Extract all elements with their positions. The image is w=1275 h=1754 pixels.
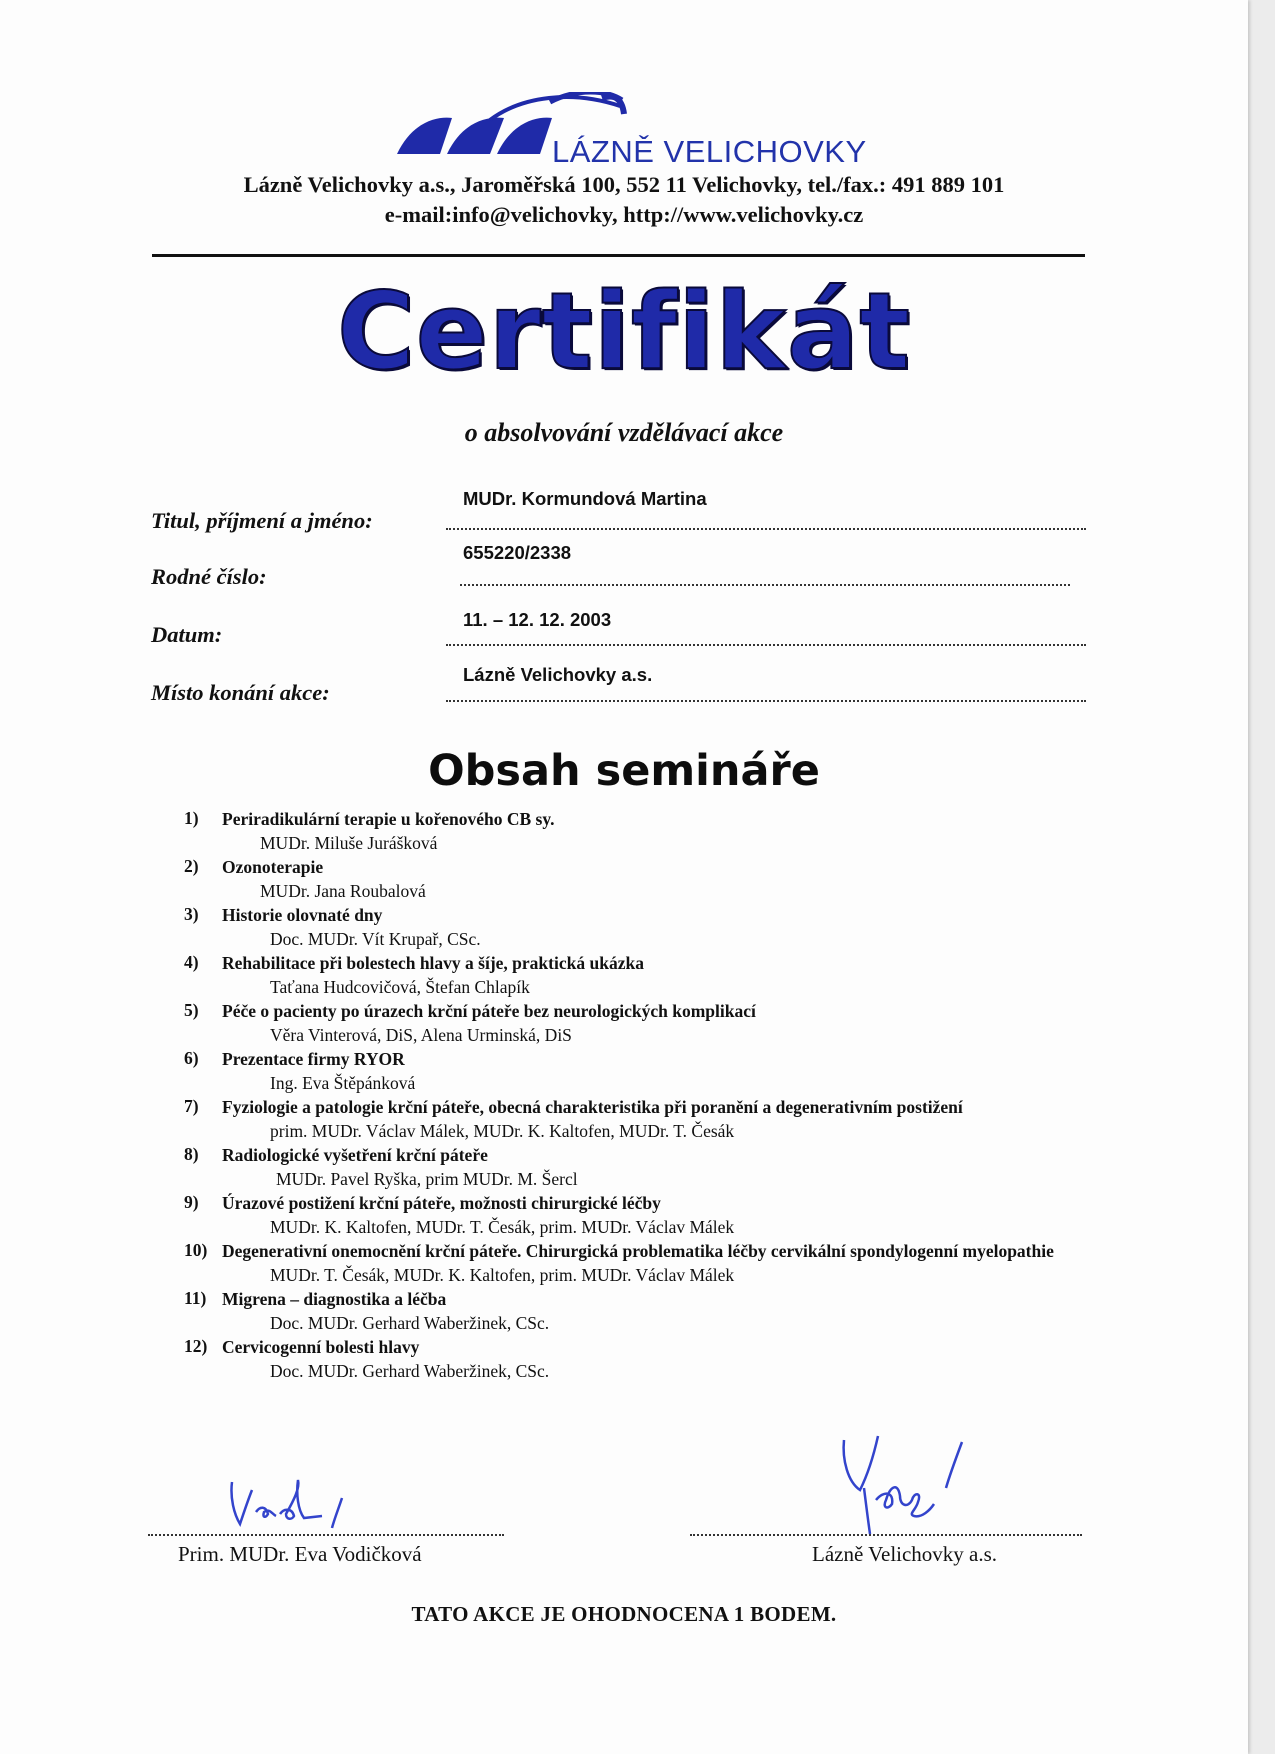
topic-speakers: MUDr. Pavel Ryška, prim MUDr. M. Šercl bbox=[276, 1169, 578, 1189]
topic-speakers: MUDr. T. Česák, MUDr. K. Kaltofen, prim. MUDr. Václav Málek bbox=[270, 1265, 735, 1285]
topic-number: 2) bbox=[184, 856, 199, 876]
seminar-topic-list bbox=[184, 808, 1084, 1384]
topic-title: Periradikulární terapie u kořenového CB sy. bbox=[222, 809, 555, 829]
topic-speakers: MUDr. Jana Roubalová bbox=[260, 881, 426, 901]
topic-title: Fyziologie a patologie krční páteře, obecná charakteristika při poranění a degenerativním postižení bbox=[222, 1097, 963, 1117]
list-item bbox=[184, 1192, 1084, 1240]
topic-speakers: Doc. MUDr. Gerhard Waberžinek, CSc. bbox=[270, 1313, 550, 1333]
lazne-velichovky-logo bbox=[392, 92, 867, 174]
field-date-label: Datum: bbox=[151, 622, 223, 647]
topic-speakers: Doc. MUDr. Gerhard Waberžinek, CSc. bbox=[270, 1361, 550, 1381]
field-venue-value: Lázně Velichovky a.s. bbox=[463, 664, 653, 685]
left-signature-icon bbox=[222, 1470, 362, 1534]
field-name-value: MUDr. Kormundová Martina bbox=[463, 488, 707, 509]
topic-speakers: Taťana Hudcovičová, Štefan Chlapík bbox=[270, 977, 530, 997]
topic-number: 5) bbox=[184, 1000, 199, 1020]
topic-speakers: MUDr. Miluše Jurášková bbox=[260, 833, 438, 853]
left-signatory-name: Prim. MUDr. Eva Vodičková bbox=[178, 1542, 422, 1566]
list-item bbox=[184, 1288, 1084, 1336]
topic-number: 6) bbox=[184, 1048, 199, 1068]
right-signatory-name: Lázně Velichovky a.s. bbox=[812, 1542, 998, 1566]
field-birthnumber-dots bbox=[460, 584, 1070, 586]
topic-number: 1) bbox=[184, 808, 199, 828]
topic-number: 10) bbox=[184, 1240, 208, 1260]
field-venue-dots bbox=[446, 700, 1086, 702]
topic-title: Ozonoterapie bbox=[222, 857, 324, 877]
topic-title: Historie olovnaté dny bbox=[222, 905, 383, 925]
topic-number: 3) bbox=[184, 904, 199, 924]
topic-title: Radiologické vyšetření krční páteře bbox=[222, 1145, 488, 1165]
field-name-label: Titul, příjmení a jméno: bbox=[151, 508, 373, 533]
field-birthnumber-label: Rodné číslo: bbox=[151, 564, 267, 589]
topic-title: Prezentace firmy RYOR bbox=[222, 1049, 405, 1069]
right-signature-icon bbox=[838, 1430, 978, 1540]
topic-speakers: prim. MUDr. Václav Málek, MUDr. K. Kaltofen, MUDr. T. Česák bbox=[270, 1121, 735, 1141]
logo-wordmark: LÁZNĚ VELICHOVKY bbox=[552, 134, 867, 169]
header-divider bbox=[152, 254, 1085, 257]
certificate-title: Certifikát bbox=[336, 270, 912, 393]
topic-title: Péče o pacienty po úrazech krční páteře bez neurologických komplikací bbox=[222, 1001, 756, 1021]
topic-title: Úrazové postižení krční páteře, možnosti chirurgické léčby bbox=[222, 1193, 661, 1213]
list-item bbox=[184, 952, 1084, 1000]
organization-address: Lázně Velichovky a.s., Jaroměřská 100, 552 11 Velichovky, tel./fax.: 491 889 101 bbox=[243, 172, 1005, 197]
topic-title: Rehabilitace při bolestech hlavy a šíje, praktická ukázka bbox=[222, 953, 644, 973]
list-item bbox=[184, 1000, 1084, 1048]
list-item bbox=[184, 1096, 1084, 1144]
list-item bbox=[184, 808, 1084, 856]
field-venue-label: Místo konání akce: bbox=[151, 680, 330, 705]
field-name-dots bbox=[446, 528, 1086, 530]
topic-title: Degenerativní onemocnění krční páteře. Chirurgická problematika léčby cervikální spondylogenní myelopathie bbox=[222, 1241, 1054, 1261]
topic-speakers: Doc. MUDr. Vít Krupař, CSc. bbox=[270, 929, 481, 949]
topic-number: 7) bbox=[184, 1096, 199, 1116]
list-item bbox=[184, 1144, 1084, 1192]
list-item bbox=[184, 856, 1084, 904]
list-item bbox=[184, 1048, 1084, 1096]
left-signature-line bbox=[148, 1534, 504, 1536]
list-item bbox=[184, 1336, 1084, 1384]
field-birthnumber-value: 655220/2338 bbox=[463, 542, 572, 563]
list-item bbox=[184, 904, 1084, 952]
topic-number: 12) bbox=[184, 1336, 208, 1356]
organization-contact: e-mail:info@velichovky, http://www.velichovky.cz bbox=[384, 202, 864, 227]
topic-title: Migrena – diagnostika a léčba bbox=[222, 1289, 447, 1309]
field-date-value: 11. – 12. 12. 2003 bbox=[463, 609, 612, 630]
list-item bbox=[184, 1240, 1084, 1288]
credit-statement: TATO AKCE JE OHODNOCENA 1 BODEM. bbox=[411, 1602, 837, 1626]
topic-speakers: Ing. Eva Štěpánková bbox=[270, 1073, 416, 1093]
topic-speakers: Věra Vinterová, DiS, Alena Urminská, DiS bbox=[270, 1025, 572, 1045]
topic-speakers: MUDr. K. Kaltofen, MUDr. T. Česák, prim. MUDr. Václav Málek bbox=[270, 1217, 735, 1237]
right-signature-line bbox=[690, 1534, 1082, 1536]
certificate-subtitle: o absolvování vzdělávací akce bbox=[464, 418, 784, 447]
topic-number: 4) bbox=[184, 952, 199, 972]
topic-number: 11) bbox=[184, 1288, 207, 1308]
topic-number: 8) bbox=[184, 1144, 199, 1164]
field-date-dots bbox=[446, 644, 1086, 646]
seminar-content-title: Obsah semináře bbox=[428, 746, 820, 796]
topic-title: Cervicogenní bolesti hlavy bbox=[222, 1337, 420, 1357]
topic-number: 9) bbox=[184, 1192, 199, 1212]
